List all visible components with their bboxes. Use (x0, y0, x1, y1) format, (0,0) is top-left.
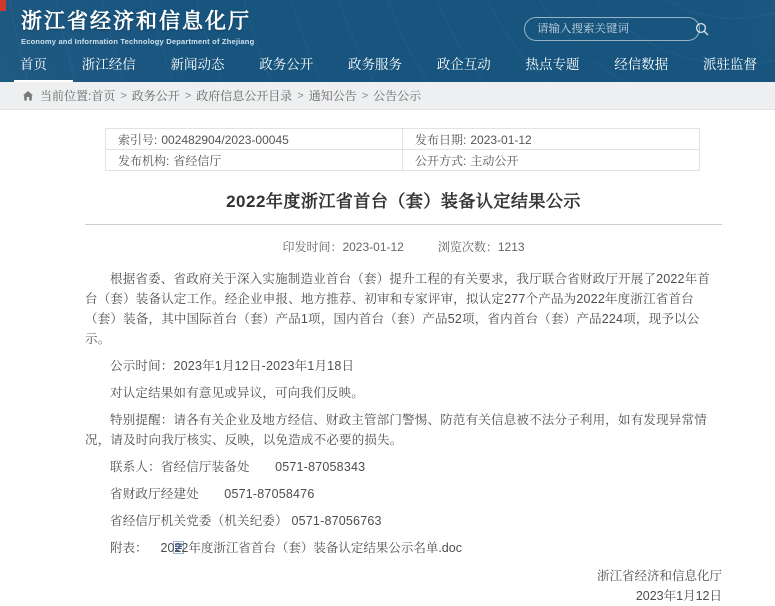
paragraph-contact-finance: 省财政厅经建处 0571-87058476 (110, 487, 315, 501)
paragraph-contact-equipment: 联系人：省经信厅装备处 0571-87058343 (110, 460, 366, 474)
index-number-value: 002482904/2023-00045 (161, 132, 289, 147)
word-doc-icon (148, 540, 159, 553)
document-meta-table (105, 128, 700, 171)
paragraph-feedback: 对认定结果如有意见或异议，可向我们反映。 (110, 386, 365, 400)
views-label: 浏览次数： (437, 240, 498, 254)
nav-item-hot-topics[interactable]: 热点专题 (525, 57, 580, 72)
paragraph-intro: 根据省委、省政府关于深入实施制造业首台（套）提升工程的有关要求，我厅联合省财政厅开展了2022年首台（套）装备认定工作。经企业申报、地方推荐、初审和专家评审，拟认定277个产品为2022年度浙江省首台（套）装备，其中国际首台（套）产品1项，国内首台（套）产品52项，省内首台（套）产品224项，现予以公示。 (85, 272, 711, 346)
breadcrumb-item-home[interactable]: 首页 (91, 89, 116, 103)
page-title: 2022年度浙江省首台（套）装备认定结果公示 (226, 192, 581, 211)
signature-block (85, 566, 722, 606)
print-time-value: 2023-01-12 (342, 240, 404, 254)
signature-date: 2023年1月12日 (635, 589, 722, 603)
nav-item-zhejiang-jingxin[interactable]: 浙江经信 (81, 57, 136, 72)
search-input[interactable] (525, 23, 695, 35)
nav-item-jingxin-data[interactable]: 经信数据 (614, 57, 669, 72)
nav-item-dispatch-supervision[interactable]: 派驻监督 (703, 57, 757, 72)
paragraph-public-period: 公示时间：2023年1月12日-2023年1月18日 (110, 359, 355, 373)
publish-date-label: 发布日期: (415, 132, 467, 147)
breadcrumb-separator: > (120, 89, 127, 102)
table-row (106, 150, 700, 171)
breadcrumb-prefix: 当前位置: (40, 89, 92, 103)
cell-publish-date (403, 129, 700, 150)
publish-org-label: 发布机构: (118, 153, 170, 168)
article (0, 187, 775, 606)
search-icon[interactable] (695, 17, 709, 41)
breadcrumb-item-gov-disclosure[interactable]: 政务公开 (131, 89, 180, 103)
nav-item-gov-services[interactable]: 政务服务 (348, 57, 402, 72)
home-icon (22, 90, 34, 102)
attachment-label: 附表： (110, 541, 148, 555)
publish-org-value: 省经信厅 (173, 153, 222, 168)
site-subtitle: Economy and Information Technology Department of Zhejiang (21, 37, 255, 46)
site-logo[interactable] (21, 10, 254, 46)
print-time-label: 印发时间： (282, 240, 343, 254)
breadcrumb-item-notices[interactable]: 通知公告 (308, 89, 357, 103)
signature-org: 浙江省经济和信息化厅 (596, 569, 722, 583)
main-navigation (0, 52, 775, 82)
attachment-link[interactable]: 2022年度浙江省首台（套）装备认定结果公示名单.doc (160, 541, 462, 555)
paragraph-special-notice: 特别提醒：请各有关企业及地方经信、财政主管部门警惕、防范有关信息被不法分子利用，如有发现异常情况，请及时向我厅核实、反映，以免造成不必要的损失。 (85, 413, 707, 447)
article-meta (85, 238, 722, 255)
site-title: 浙江省经济和信息化厅 (21, 10, 251, 33)
breadcrumb-item-announcements: 公告公示 (373, 89, 422, 103)
cell-index-number (106, 129, 403, 150)
attachment-line (85, 538, 722, 558)
publish-date-value: 2023-01-12 (470, 132, 532, 147)
breadcrumb (0, 82, 775, 110)
disclosure-method-value: 主动公开 (470, 153, 519, 168)
breadcrumb-separator: > (361, 89, 369, 102)
site-header (0, 0, 775, 82)
index-number-label: 索引号: (118, 132, 158, 147)
title-divider (85, 224, 722, 225)
search-box (524, 17, 700, 41)
breadcrumb-separator: > (184, 89, 192, 102)
table-row (106, 129, 700, 150)
breadcrumb-item-info-catalog[interactable]: 政府信息公开目录 (196, 89, 293, 103)
views-value: 1213 (497, 240, 525, 254)
nav-item-gov-disclosure[interactable]: 政务公开 (259, 57, 314, 72)
nav-item-home[interactable]: 首页 (18, 52, 49, 82)
cell-disclosure-method (403, 150, 700, 171)
article-body (85, 269, 722, 606)
nav-item-news[interactable]: 新闻动态 (170, 57, 225, 72)
corner-flag-decoration (0, 0, 6, 11)
paragraph-contact-party: 省经信厅机关党委（机关纪委） 0571-87056763 (110, 514, 382, 528)
disclosure-method-label: 公开方式: (415, 153, 467, 168)
nav-item-gov-enterprise[interactable]: 政企互动 (436, 57, 491, 72)
cell-publish-org (106, 150, 403, 171)
breadcrumb-separator: > (297, 89, 304, 102)
